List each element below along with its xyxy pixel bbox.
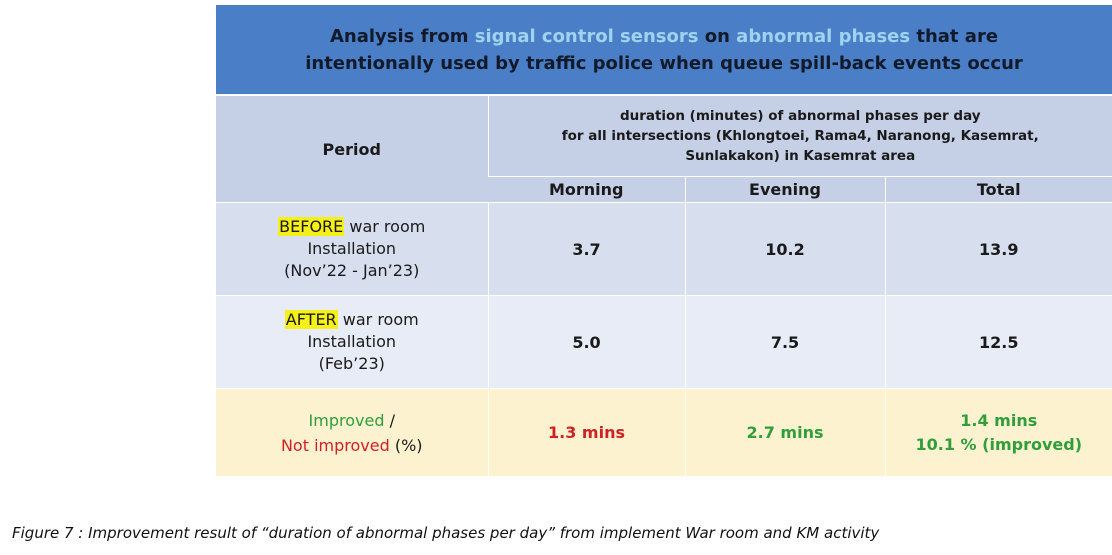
table-row-before: [216, 203, 1112, 296]
improvement-evening-value: 2.7 mins: [685, 389, 885, 477]
after-total-value: 12.5: [885, 296, 1112, 389]
row-label-after: AFTER war room Installation (Feb’23): [216, 296, 488, 389]
header-highlight-phases: abnormal phases: [736, 25, 911, 47]
abnormal-phase-table: [216, 96, 1112, 476]
period-column-header: Period: [216, 96, 488, 203]
analysis-table-panel: [216, 5, 1112, 470]
not-improved-label: Not improved: [280, 435, 390, 455]
improvement-total-value: 1.4 mins 10.1 % (improved): [885, 389, 1112, 477]
header-line-1: Analysis from signal control sensors on abnormal phases that are: [329, 25, 999, 47]
before-total-value: 13.9: [885, 203, 1112, 296]
column-header-evening: Evening: [685, 177, 885, 203]
figure-caption: Figure 7 : Improvement result of “duration of abnormal phases per day” from implement War room and KM activity: [12, 524, 880, 542]
table-row-improvement: [216, 389, 1112, 477]
header-highlight-sensors: signal control sensors: [474, 25, 699, 47]
table-header-title: [216, 5, 1112, 94]
improved-label: Improved: [308, 410, 385, 430]
improvement-morning-value: 1.3 mins: [488, 389, 685, 477]
row-label-improvement: Improved / Not improved (%): [216, 389, 488, 477]
duration-description: duration (minutes) of abnormal phases per day for all intersections (Khlongtoei, Rama4, Naranong, Kasemrat, Sunlakakon) in Kasemrat area: [488, 96, 1112, 177]
header-line-2: intentionally used by traffic police when queue spill-back events occur: [305, 52, 1023, 74]
before-evening-value: 10.2: [685, 203, 885, 296]
after-morning-value: 5.0: [488, 296, 685, 389]
before-highlight: BEFORE: [279, 217, 344, 236]
after-evening-value: 7.5: [685, 296, 885, 389]
after-highlight: AFTER: [285, 310, 337, 329]
table-row-after: [216, 296, 1112, 389]
column-header-total: Total: [885, 177, 1112, 203]
table-header-row: [216, 96, 1112, 177]
before-morning-value: 3.7: [488, 203, 685, 296]
column-header-morning: Morning: [488, 177, 685, 203]
row-label-before: BEFORE war room Installation (Nov’22 - Jan’23): [216, 203, 488, 296]
